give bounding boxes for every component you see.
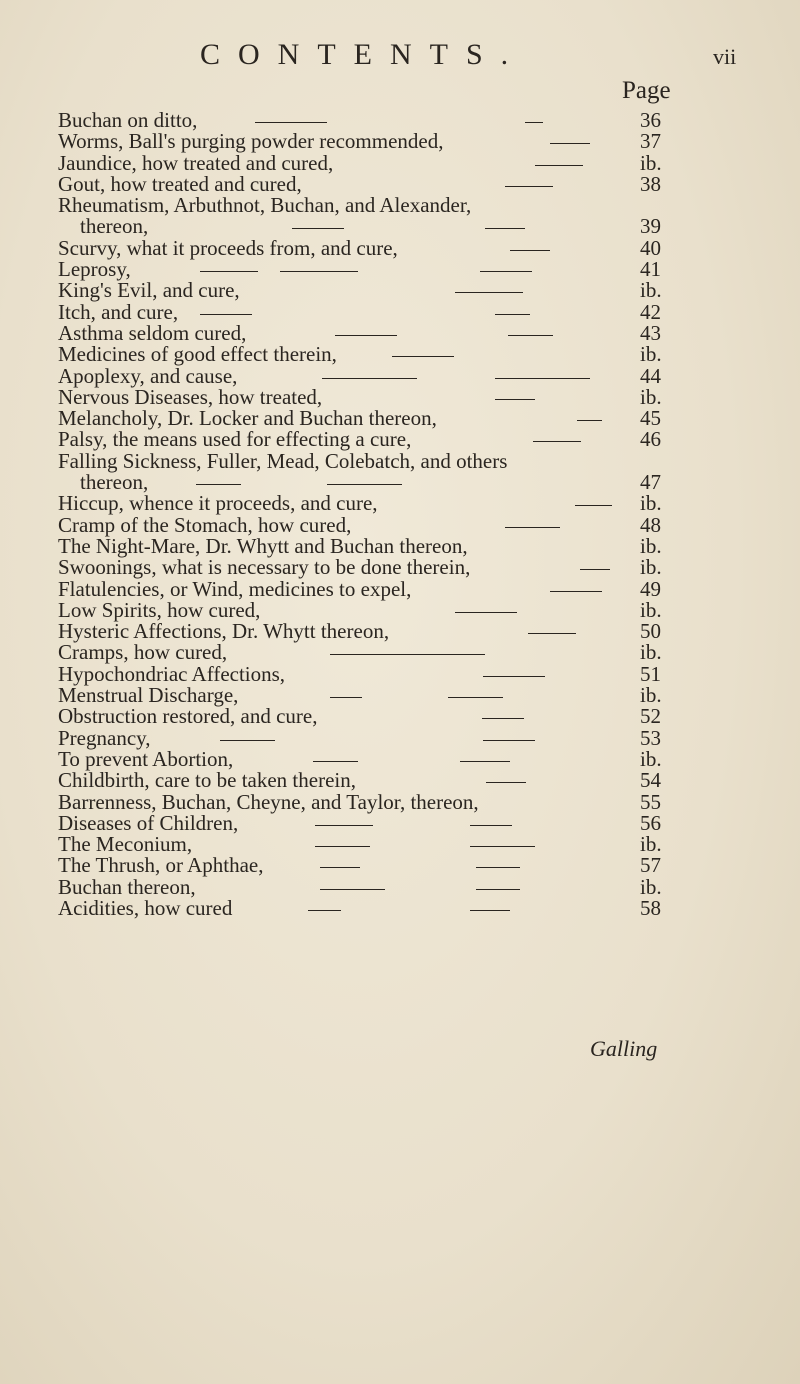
entry-title: Palsy, the means used for effecting a cure,: [58, 427, 412, 452]
entry-page-number: 40: [640, 235, 661, 260]
leader-rule: [315, 846, 370, 847]
leader-rule: [335, 335, 397, 336]
entry-page-number: ib.: [640, 278, 662, 303]
leader-rule: [483, 676, 545, 677]
contents-entry: [0, 171, 800, 196]
entry-page-number: 42: [640, 299, 661, 324]
entry-title: Asthma seldom cured,: [58, 320, 247, 345]
contents-entry: [0, 789, 800, 814]
contents-entry: [0, 642, 800, 663]
leader-rule: [528, 633, 576, 634]
leader-rule: [550, 143, 590, 144]
entry-title: Hypochondriac Affections,: [58, 661, 286, 686]
entry-page-number: 54: [640, 768, 661, 793]
entry-page-number: 41: [640, 257, 661, 282]
entry-page-number: ib.: [640, 832, 662, 857]
contents-entry: [0, 216, 800, 237]
catchword: Galling: [590, 1036, 658, 1061]
leader-rule: [485, 228, 525, 229]
leader-rule: [448, 697, 503, 698]
entry-title: Falling Sickness, Fuller, Mead, Colebatch, and others: [58, 448, 508, 473]
leader-rule: [577, 420, 602, 421]
leader-rule: [470, 846, 535, 847]
leader-rule: [510, 250, 550, 251]
contents-entry: [0, 533, 800, 558]
contents-entry: [0, 810, 800, 835]
entry-title: Jaundice, how treated and cured,: [58, 150, 334, 175]
entry-page-number: 47: [640, 470, 661, 495]
leader-rule: [308, 910, 341, 911]
entry-page-number: ib.: [640, 342, 662, 367]
leader-rule: [508, 335, 553, 336]
contents-entry: [0, 685, 800, 706]
leader-rule: [575, 505, 612, 506]
entry-title: Obstruction restored, and cure,: [58, 704, 318, 729]
entry-page-number: ib.: [640, 597, 662, 622]
leader-rule: [327, 484, 402, 485]
leader-rule: [550, 591, 602, 592]
entry-title: Melancholy, Dr. Locker and Buchan thereon,: [58, 406, 437, 431]
entry-page-number: 53: [640, 725, 661, 750]
entry-title: The Meconium,: [58, 832, 193, 857]
entry-page-number: ib.: [640, 384, 662, 409]
entry-title: Buchan on ditto,: [58, 108, 198, 132]
entry-page-number: ib.: [640, 555, 662, 580]
entry-page-number: 58: [640, 895, 661, 920]
contents-entry: [0, 512, 800, 537]
contents-entry: [0, 597, 800, 622]
leader-rule: [525, 122, 543, 123]
leader-rule: [320, 889, 385, 890]
entry-page-number: ib.: [640, 150, 662, 175]
entry-title: Menstrual Discharge,: [58, 683, 239, 708]
entry-page-number: 38: [640, 171, 661, 196]
entry-title: Medicines of good effect therein,: [58, 342, 337, 367]
entry-title: Scurvy, what it proceeds from, and cure,: [58, 235, 398, 260]
entry-title: Hysteric Affections, Dr. Whytt thereon,: [58, 619, 390, 644]
leader-rule: [505, 527, 560, 528]
entry-page-number: 37: [640, 129, 661, 154]
leader-rule: [460, 761, 510, 762]
entry-page-number: ib.: [640, 640, 662, 665]
entry-title: Flatulencies, or Wind, medicines to expel,: [58, 576, 412, 601]
entry-page-number: 51: [640, 661, 661, 686]
contents-entry: [0, 280, 800, 301]
contents-entry: [0, 746, 800, 771]
entry-page-number: 36: [640, 108, 661, 132]
contents-entry: [0, 131, 800, 152]
leader-rule: [480, 271, 532, 272]
entry-title: thereon,: [80, 470, 149, 495]
page-header: [0, 38, 800, 78]
leader-rule: [200, 314, 252, 315]
leader-rule: [495, 378, 590, 379]
contents-entry: [0, 725, 800, 750]
entry-title: King's Evil, and cure,: [58, 278, 240, 303]
entry-title: Childbirth, care to be taken therein,: [58, 768, 356, 793]
leader-rule: [330, 654, 485, 655]
entry-title: Hiccup, whence it proceeds, and cure,: [58, 491, 378, 516]
page-column-label: Page: [622, 77, 671, 104]
contents-entry: [0, 621, 800, 642]
entry-title: Cramps, how cured,: [58, 640, 228, 665]
leader-rule: [476, 867, 520, 868]
entry-page-number: 44: [640, 363, 661, 388]
leader-rule: [470, 825, 512, 826]
entry-title: Acidities, how cured: [58, 895, 233, 920]
contents-entry: [0, 259, 800, 280]
entry-page-number: 43: [640, 320, 661, 345]
folio-number: vii: [713, 44, 737, 69]
contents-entry: [0, 706, 800, 727]
entry-title: The Night-Mare, Dr. Whytt and Buchan thereon,: [58, 533, 468, 558]
leader-rule: [220, 740, 275, 741]
entry-page-number: ib.: [640, 491, 662, 516]
entry-page-number: 45: [640, 406, 661, 431]
entry-page-number: ib.: [640, 874, 662, 899]
contents-entry: [0, 384, 800, 409]
contents-entry: [0, 344, 800, 365]
entry-page-number: ib.: [640, 683, 662, 708]
leader-rule: [200, 271, 258, 272]
entry-title: thereon,: [80, 214, 149, 239]
entry-title: Nervous Diseases, how treated,: [58, 384, 323, 409]
entry-page-number: 49: [640, 576, 661, 601]
leader-rule: [455, 612, 517, 613]
contents-entry: [0, 299, 800, 324]
contents-entry: [0, 874, 800, 899]
contents-entry: [0, 408, 800, 429]
leader-rule: [322, 378, 417, 379]
contents-entry: [0, 235, 800, 260]
leader-rule: [455, 292, 523, 293]
entry-title: The Thrush, or Aphthae,: [58, 853, 264, 878]
contents-entry: [0, 493, 800, 514]
entry-title: Barrenness, Buchan, Cheyne, and Taylor, thereon,: [58, 789, 479, 814]
contents-entry: [0, 472, 800, 493]
entry-page-number: 46: [640, 427, 661, 452]
leader-rule: [495, 399, 535, 400]
contents-entry: [0, 195, 800, 216]
leader-rule: [486, 782, 526, 783]
entry-page-number: 48: [640, 512, 661, 537]
leader-rule: [535, 165, 583, 166]
entry-title: Worms, Ball's purging powder recommended,: [58, 129, 444, 154]
leader-rule: [292, 228, 344, 229]
leader-rule: [476, 889, 520, 890]
entry-title: Buchan thereon,: [58, 874, 196, 899]
leader-rule: [392, 356, 454, 357]
leader-rule: [505, 186, 553, 187]
entry-title: Swoonings, what is necessary to be done therein,: [58, 555, 471, 580]
entry-title: Gout, how treated and cured,: [58, 171, 302, 196]
leader-rule: [255, 122, 327, 123]
entry-page-number: 57: [640, 853, 661, 878]
entry-title: To prevent Abortion,: [58, 746, 234, 771]
entry-page-number: 52: [640, 704, 661, 729]
leader-rule: [495, 314, 530, 315]
entry-page-number: 55: [640, 789, 661, 814]
contents-entry: [0, 320, 800, 345]
entry-page-number: 39: [640, 214, 661, 239]
leader-rule: [196, 484, 241, 485]
contents-entry: [0, 770, 800, 791]
entry-title: Itch, and cure,: [58, 299, 179, 324]
contents-entry: [0, 855, 800, 876]
leader-rule: [313, 761, 358, 762]
leader-rule: [320, 867, 360, 868]
leader-rule: [483, 740, 535, 741]
contents-entry: [0, 429, 800, 450]
contents-entry: [0, 363, 800, 388]
contents-entry: [0, 110, 800, 131]
page-title: CONTENTS.: [200, 38, 527, 71]
leader-rule: [470, 910, 510, 911]
leader-rule: [482, 718, 524, 719]
entry-title: Apoplexy, and cause,: [58, 363, 238, 388]
leader-rule: [330, 697, 362, 698]
entry-page-number: 50: [640, 619, 661, 644]
entry-title: Low Spirits, how cured,: [58, 597, 261, 622]
contents-entry: [0, 895, 800, 920]
entry-page-number: 56: [640, 810, 661, 835]
contents-entry: [0, 834, 800, 855]
contents-entry: [0, 661, 800, 686]
leader-rule: [533, 441, 581, 442]
leader-rule: [280, 271, 358, 272]
entry-title: Cramp of the Stomach, how cured,: [58, 512, 352, 537]
entry-title: Leprosy,: [58, 257, 131, 282]
entry-title: Diseases of Children,: [58, 810, 239, 835]
leader-rule: [580, 569, 610, 570]
entry-page-number: ib.: [640, 746, 662, 771]
contents-entry: [0, 448, 800, 473]
contents-entry: [0, 150, 800, 175]
contents-entry: [0, 576, 800, 601]
entry-title: Rheumatism, Arbuthnot, Buchan, and Alexander,: [58, 193, 472, 218]
leader-rule: [315, 825, 373, 826]
entry-page-number: ib.: [640, 533, 662, 558]
entry-title: Pregnancy,: [58, 725, 151, 750]
contents-list: [0, 110, 800, 919]
contents-entry: [0, 557, 800, 578]
